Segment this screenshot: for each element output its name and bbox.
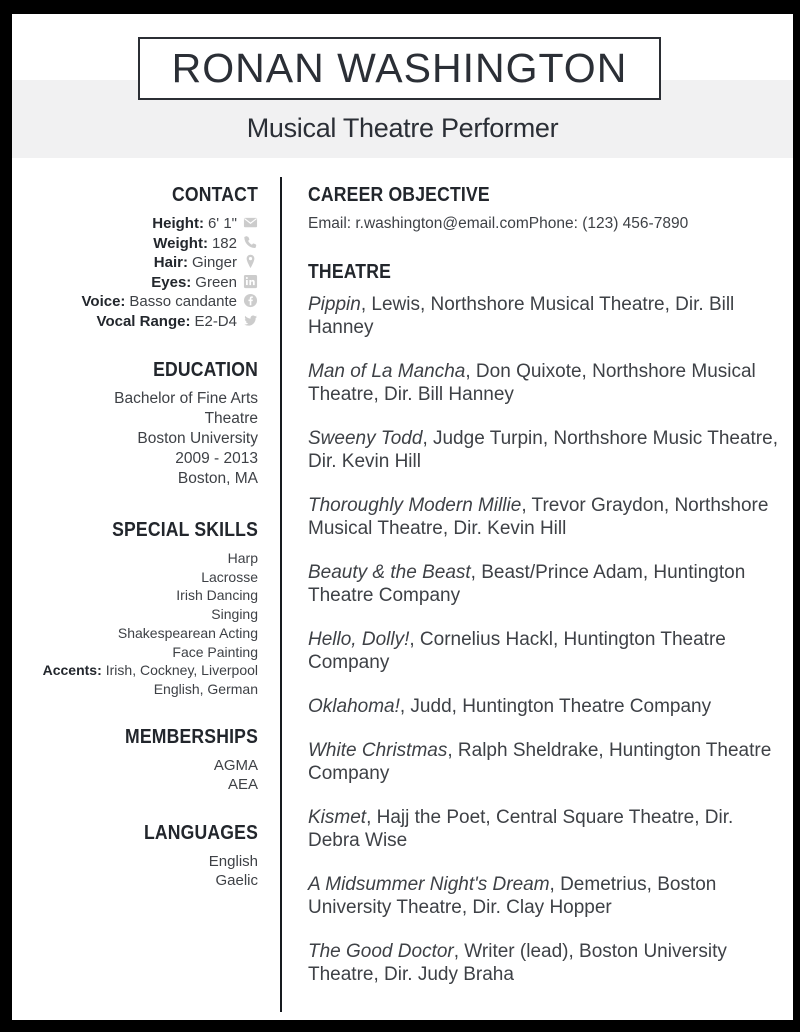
theatre-entry (308, 561, 789, 607)
education-line: Boston University (137, 430, 258, 447)
envelope-icon (243, 215, 258, 230)
contact-value: 182 (211, 234, 237, 252)
name-title-box (138, 37, 661, 100)
skill-item: Harp (227, 550, 258, 566)
theatre-entry (308, 695, 789, 718)
education-heading: EDUCATION (153, 359, 258, 381)
membership-item: AEA (227, 776, 258, 794)
contact-row-hair (12, 253, 258, 273)
contact-label: Height: (152, 215, 204, 232)
contact-label: Vocal Range: (96, 312, 191, 330)
entry-details: , Trevor Graydon, Northshore Musical Theatre, Dir. Kevin Hill (308, 495, 769, 539)
contact-row-weight (12, 234, 258, 254)
contact-value: Basso candante (129, 293, 237, 310)
membership-lines (12, 756, 258, 795)
columns (12, 177, 793, 1012)
section-education (12, 359, 258, 489)
theatre-entry (308, 427, 789, 473)
entry-details: , Judd, Huntington Theatre Company (399, 696, 712, 717)
languages-heading: LANGUAGES (143, 821, 258, 844)
theatre-entry (308, 494, 789, 540)
show-title: Pippin (308, 294, 361, 315)
section-contact (12, 184, 258, 331)
contact-row-voice (12, 292, 258, 312)
theatre-entries (308, 293, 789, 986)
show-title: Hello, Dolly! (308, 629, 410, 650)
special-skills-heading: SPECIAL SKILLS (112, 519, 258, 541)
show-title: Man of La Mancha (308, 361, 466, 382)
show-title: The Good Doctor (308, 941, 454, 962)
entry-details: , Ralph Sheldrake, Huntington Theatre Company (308, 740, 772, 784)
language-item: English (208, 852, 258, 870)
contact-label: Eyes: (151, 273, 192, 291)
section-career-objective (308, 184, 789, 232)
show-title: Beauty & the Beast (308, 562, 471, 583)
header (12, 14, 793, 158)
education-line: 2009 - 2013 (175, 450, 258, 467)
contact-value: Ginger (191, 254, 237, 271)
contact-heading: CONTACT (172, 184, 258, 206)
contact-label: Voice: (81, 293, 126, 310)
contact-value: Green (195, 273, 237, 291)
contact-value: E2-D4 (194, 312, 237, 330)
theatre-entry (308, 940, 789, 986)
education-line: Boston, MA (177, 470, 258, 487)
language-lines (12, 852, 258, 891)
contact-row-height (12, 214, 258, 234)
show-title: Thoroughly Modern Millie (308, 495, 522, 516)
sidebar (12, 177, 258, 1012)
theatre-entry (308, 293, 789, 339)
entry-details: , Beast/Prince Adam, Huntington Theatre Company (308, 562, 746, 606)
show-title: Kismet (308, 807, 367, 828)
linkedin-icon (243, 274, 258, 289)
contact-value: 6' 1" (207, 215, 237, 232)
accents-label: Accents: (42, 662, 102, 679)
page-title: RONAN WASHINGTON (171, 45, 628, 91)
contact-label: Weight: (153, 234, 208, 252)
entry-details: , Lewis, Northshore Musical Theatre, Dir. Bill Hanney (308, 294, 735, 338)
contact-list (12, 214, 258, 331)
career-objective-heading: CAREER OBJECTIVE (308, 184, 490, 206)
accents-values: Irish, Cockney, Liverpool (105, 662, 258, 679)
memberships-heading: MEMBERSHIPS (125, 725, 259, 748)
phone-icon (243, 235, 258, 250)
section-theatre (308, 261, 789, 986)
education-line: Bachelor of Fine Arts (114, 390, 258, 407)
show-title: A Midsummer Night's Dream (308, 874, 550, 895)
education-line: Theatre (204, 410, 258, 427)
entry-details: , Hajj the Poet, Central Square Theatre, Dir. Debra Wise (308, 807, 734, 851)
entry-details: , Don Quixote, Northshore Musical Theatre, Dir. Bill Hanney (308, 361, 756, 405)
entry-details: , Judge Turpin, Northshore Music Theatre, Dir. Kevin Hill (308, 428, 778, 472)
email-phone-line: Email: r.washington@email.comPhone: (123) 456-7890 (308, 215, 689, 232)
twitter-icon (243, 313, 258, 328)
facebook-icon (243, 293, 258, 308)
main-column (280, 177, 793, 1012)
skill-accents-line1 (12, 661, 258, 680)
show-title: Oklahoma! (308, 696, 400, 717)
section-languages (12, 822, 258, 891)
theatre-entry (308, 739, 789, 785)
entry-details: , Demetrius, Boston University Theatre, Dir. Clay Hopper (308, 874, 717, 918)
contact-row-eyes (12, 273, 258, 293)
skill-item: Irish Dancing (176, 587, 258, 604)
location-pin-icon (243, 254, 258, 269)
language-item: Gaelic (215, 872, 258, 890)
entry-details: , Cornelius Hackl, Huntington Theatre Company (308, 629, 726, 673)
show-title: White Christmas (308, 740, 448, 761)
theatre-entry (308, 873, 789, 919)
skill-lines (12, 549, 258, 699)
skill-item: Face Painting (172, 643, 258, 660)
theatre-entry (308, 628, 789, 674)
section-special-skills (12, 519, 258, 699)
contact-label: Hair: (153, 254, 188, 271)
section-memberships (12, 726, 258, 795)
skill-accents-line2: English, German (153, 680, 258, 697)
theatre-entry (308, 806, 789, 852)
skill-item: Shakespearean Acting (117, 624, 258, 641)
theatre-entry (308, 360, 789, 406)
subtitle: Musical Theatre Performer (246, 113, 559, 143)
entry-details: , Writer (lead), Boston University Theatre, Dir. Judy Braha (308, 941, 727, 985)
skill-item: Singing (211, 606, 258, 623)
education-lines (12, 389, 258, 489)
contact-row-vocal-range (12, 312, 258, 332)
show-title: Sweeny Todd (308, 428, 423, 449)
theatre-heading: THEATRE (308, 261, 392, 283)
skill-item: Lacrosse (201, 568, 258, 585)
membership-item: AGMA (213, 756, 258, 774)
